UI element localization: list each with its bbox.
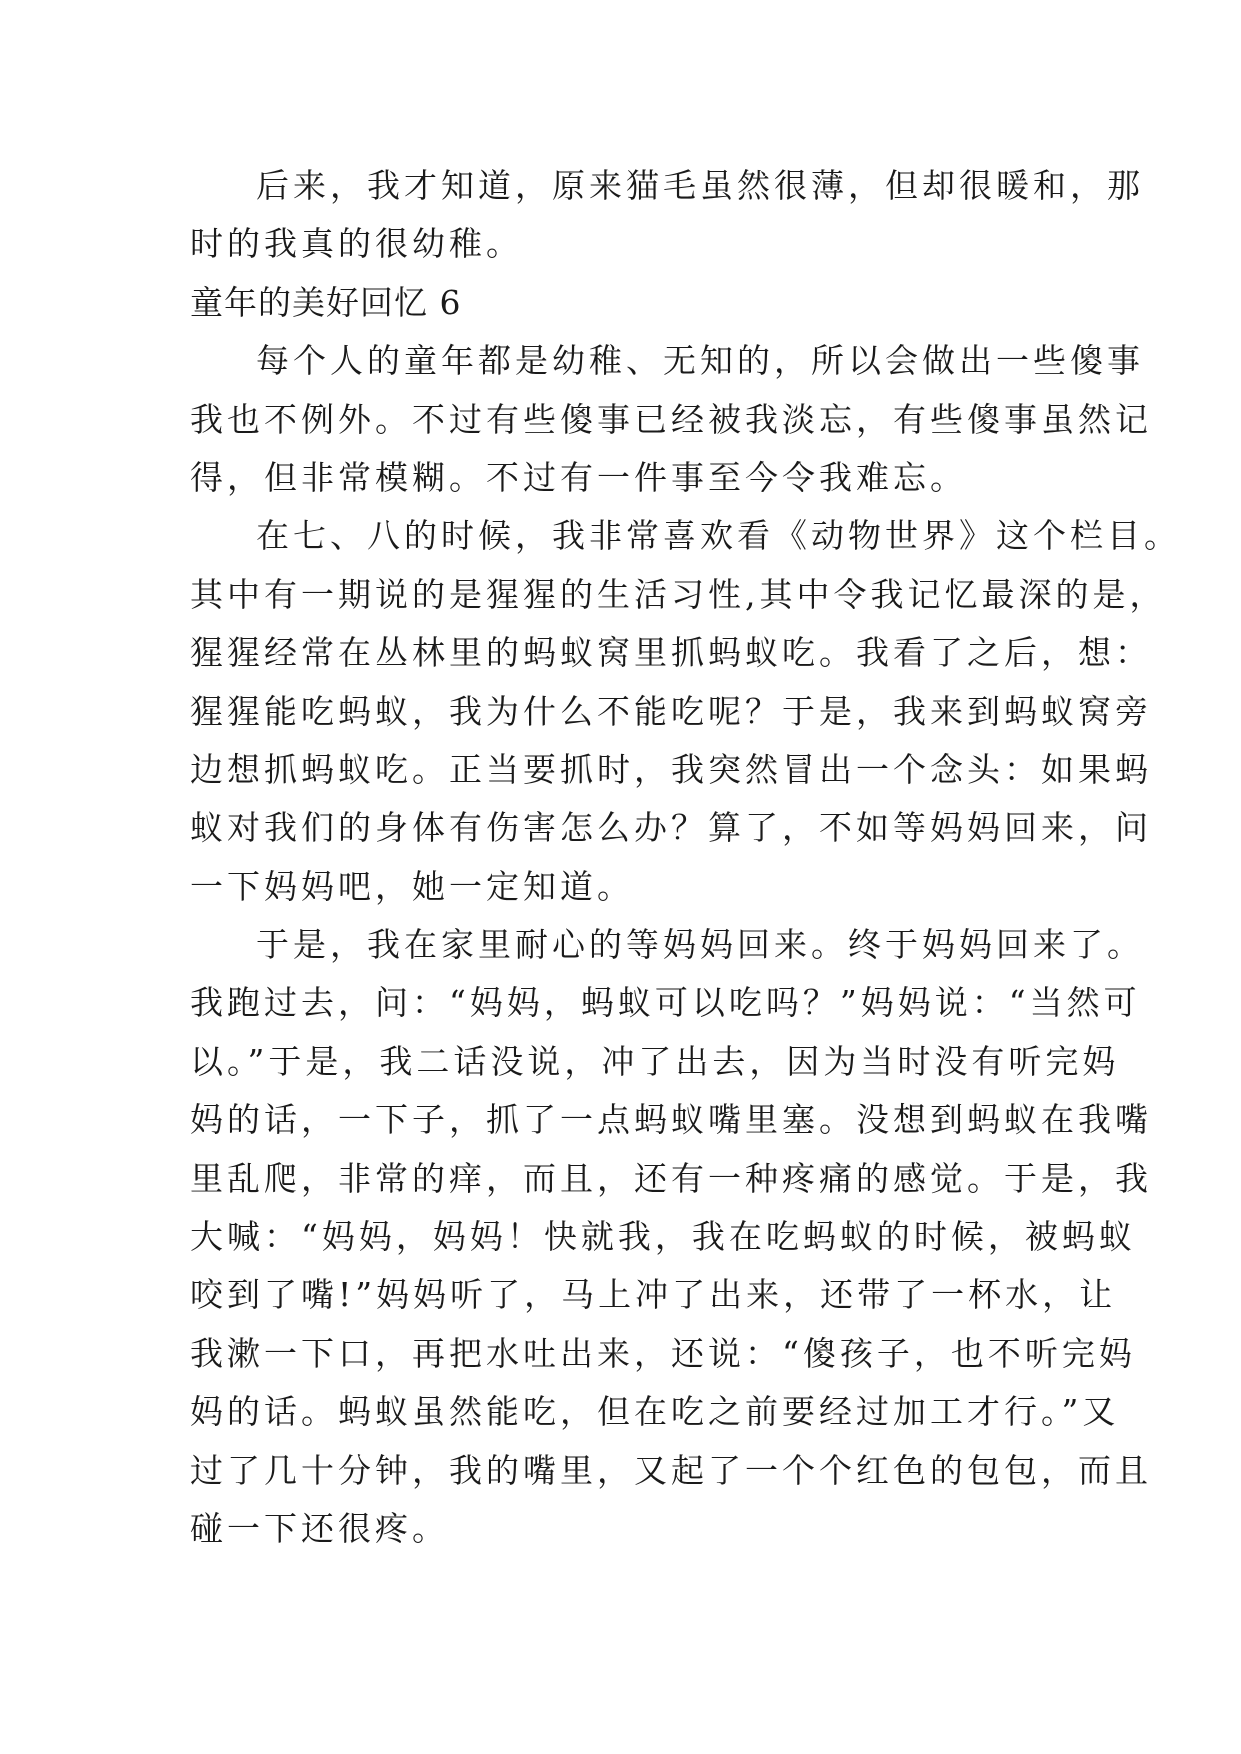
text-line: 我跑过去，问：“妈妈，蚂蚁可以吃吗？”妈妈说：“当然可 xyxy=(190,983,1141,1023)
text-line: 时的我真的很幼稚。 xyxy=(190,224,523,264)
section-heading: 童年的美好回忆 6 xyxy=(190,282,462,322)
document-body xyxy=(190,157,1181,1558)
text-line: 每个人的童年都是幼稚、无知的，所以会做出一些傻事 xyxy=(256,341,1144,381)
text-line: 蚁对我们的身体有伤害怎么办？算了，不如等妈妈回来，问 xyxy=(190,808,1152,848)
text-line: 碰一下还很疼。 xyxy=(190,1508,449,1548)
text-line: 妈的话。蚂蚁虽然能吃，但在吃之前要经过加工才行。”又 xyxy=(190,1392,1120,1432)
text-line: 妈的话，一下子，抓了一点蚂蚁嘴里塞。没想到蚂蚁在我嘴 xyxy=(190,1100,1152,1140)
text-line: 其中有一期说的是猩猩的生活习性,其中令我记忆最深的是， xyxy=(190,574,1167,614)
text-line: 里乱爬，非常的痒，而且，还有一种疼痛的感觉。于是，我 xyxy=(190,1158,1152,1198)
text-line: 过了几十分钟，我的嘴里，又起了一个个红色的包包，而且 xyxy=(190,1450,1152,1490)
text-line: 后来，我才知道，原来猫毛虽然很薄，但却很暖和，那 xyxy=(256,166,1144,205)
text-line: 我也不例外。不过有些傻事已经被我淡忘，有些傻事虽然记 xyxy=(190,399,1152,439)
text-line: 猩猩能吃蚂蚁，我为什么不能吃呢？于是，我来到蚂蚁窝旁 xyxy=(190,691,1152,731)
text-line: 咬到了嘴!”妈妈听了，马上冲了出来，还带了一杯水，让 xyxy=(190,1275,1117,1315)
text-line: 在七、八的时候，我非常喜欢看《动物世界》这个栏目。 xyxy=(256,516,1181,556)
text-line: 于是，我在家里耐心的等妈妈回来。终于妈妈回来了。 xyxy=(256,925,1144,965)
text-line: 边想抓蚂蚁吃。正当要抓时，我突然冒出一个念头：如果蚂 xyxy=(190,749,1152,789)
text-line: 我漱一下口，再把水吐出来，还说：“傻孩子，也不听完妈 xyxy=(190,1333,1136,1373)
text-line: 以。”于是，我二话没说，冲了出去，因为当时没有听完妈 xyxy=(190,1041,1120,1081)
text-line: 得，但非常模糊。不过有一件事至今令我难忘。 xyxy=(190,457,967,497)
text-line: 猩猩经常在丛林里的蚂蚁窝里抓蚂蚁吃。我看了之后，想： xyxy=(190,633,1152,673)
text-line: 大喊：“妈妈，妈妈！快就我，我在吃蚂蚁的时候，被蚂蚁 xyxy=(190,1217,1136,1257)
text-line: 一下妈妈吧，她一定知道。 xyxy=(190,866,634,906)
